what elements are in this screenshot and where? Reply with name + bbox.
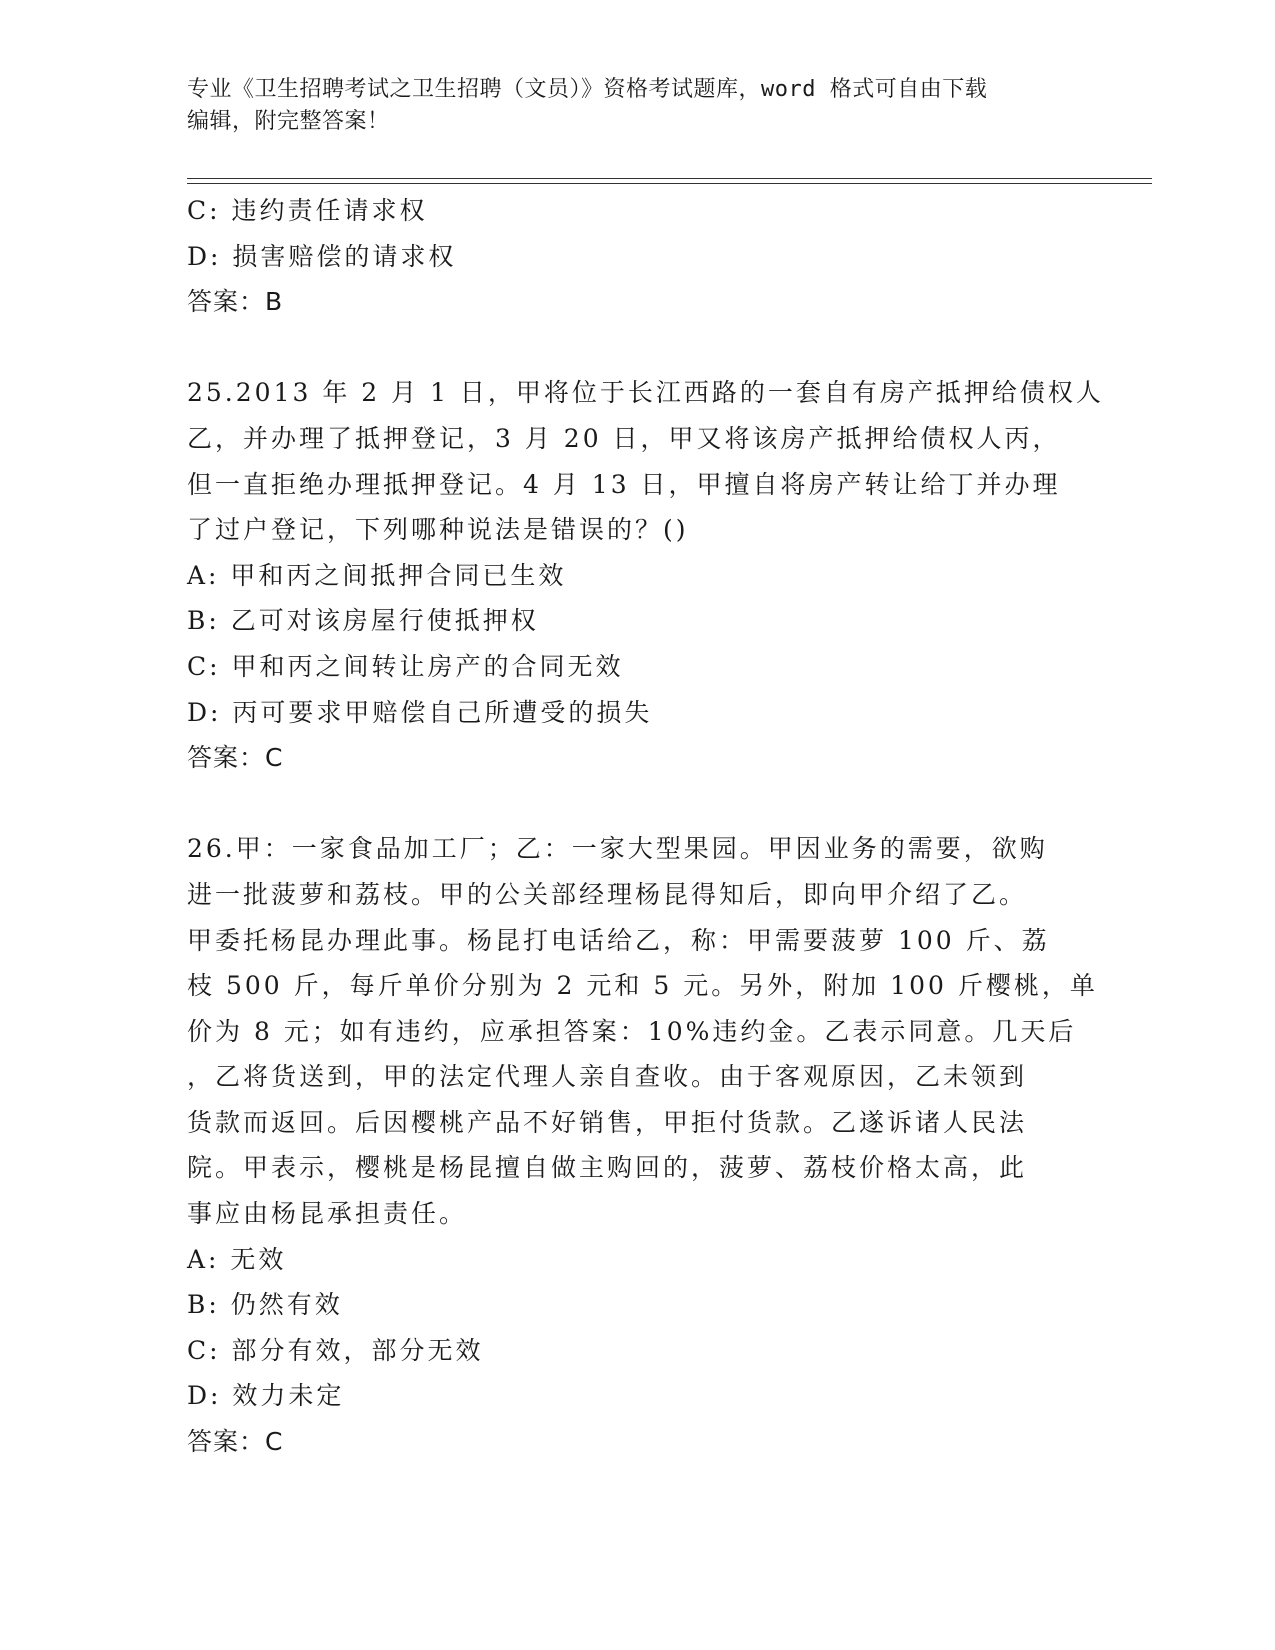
spacer [187,325,1087,371]
previous-question-tail [187,188,1087,325]
question-25 [187,370,1104,780]
header-title-line-2: 编辑，附完整答案！ [187,109,390,134]
option-a: A: 无效 [187,1244,287,1274]
option-d: D: 损害赔偿的请求权 [187,241,457,271]
question-text-line: 但一直拒绝办理抵押登记。4 月 13 日，甲擅自将房产转让给丁并办理 [187,469,1061,499]
question-text-line: 院。甲表示，樱桃是杨昆擅自做主购回的，菠萝、荔枝价格太高，此 [187,1153,1028,1183]
option-c: C: 甲和丙之间转让房产的合同无效 [187,651,624,681]
question-text-line: 进一批菠萝和荔枝。甲的公关部经理杨昆得知后，即向甲介绍了乙。 [187,879,1028,909]
question-text-line: 25.2013 年 2 月 1 日，甲将位于长江西路的一套自有房产抵押给债权人 [187,378,1104,408]
option-b: B: 仍然有效 [187,1290,343,1320]
header-divider-bottom [187,183,1152,184]
question-text-line: 甲委托杨昆办理此事。杨昆打电话给乙，称：甲需要菠萝 100 斤、荔 [187,925,1050,955]
question-text-line: 26.甲：一家食品加工厂；乙：一家大型果园。甲因业务的需要，欲购 [187,834,1048,864]
answer-line: 答案：C [187,1427,284,1457]
option-d: D: 丙可要求甲赔偿自己所遭受的损失 [187,697,653,727]
header-title-line-1: 专业《卫生招聘考试之卫生招聘（文员）》资格考试题库，word 格式可自由下载 [187,77,988,102]
question-26 [187,826,1098,1464]
header-divider-top [187,178,1152,179]
question-text-line: 乙，并办理了抵押登记，3 月 20 日，甲又将该房产抵押给债权人丙， [187,423,1061,453]
question-text-line: 价为 8 元；如有违约，应承担答案：10%违约金。乙表示同意。几天后 [187,1016,1077,1046]
question-text-line: ，乙将货送到，甲的法定代理人亲自查收。由于客观原因，乙未领到 [187,1062,1028,1092]
question-text-line: 货款而返回。后因樱桃产品不好销售，甲拒付货款。乙遂诉诸人民法 [187,1107,1028,1137]
question-text-line: 事应由杨昆承担责任。 [187,1199,468,1229]
option-a: A: 甲和丙之间抵押合同已生效 [187,560,567,590]
option-c: C: 部分有效，部分无效 [187,1335,484,1365]
question-content [187,188,1104,1465]
option-d: D: 效力未定 [187,1381,345,1411]
page-header [187,74,1067,138]
answer-line: 答案：B [187,287,284,317]
option-c: C: 违约责任请求权 [187,196,428,225]
answer-line: 答案：C [187,743,284,773]
question-text-line: 枝 500 斤，每斤单价分别为 2 元和 5 元。另外，附加 100 斤樱桃，单 [187,971,1098,1001]
question-text-line: 了过户登记，下列哪种说法是错误的？() [187,515,689,545]
option-b: B: 乙可对该房屋行使抵押权 [187,606,539,636]
spacer [187,781,1087,827]
